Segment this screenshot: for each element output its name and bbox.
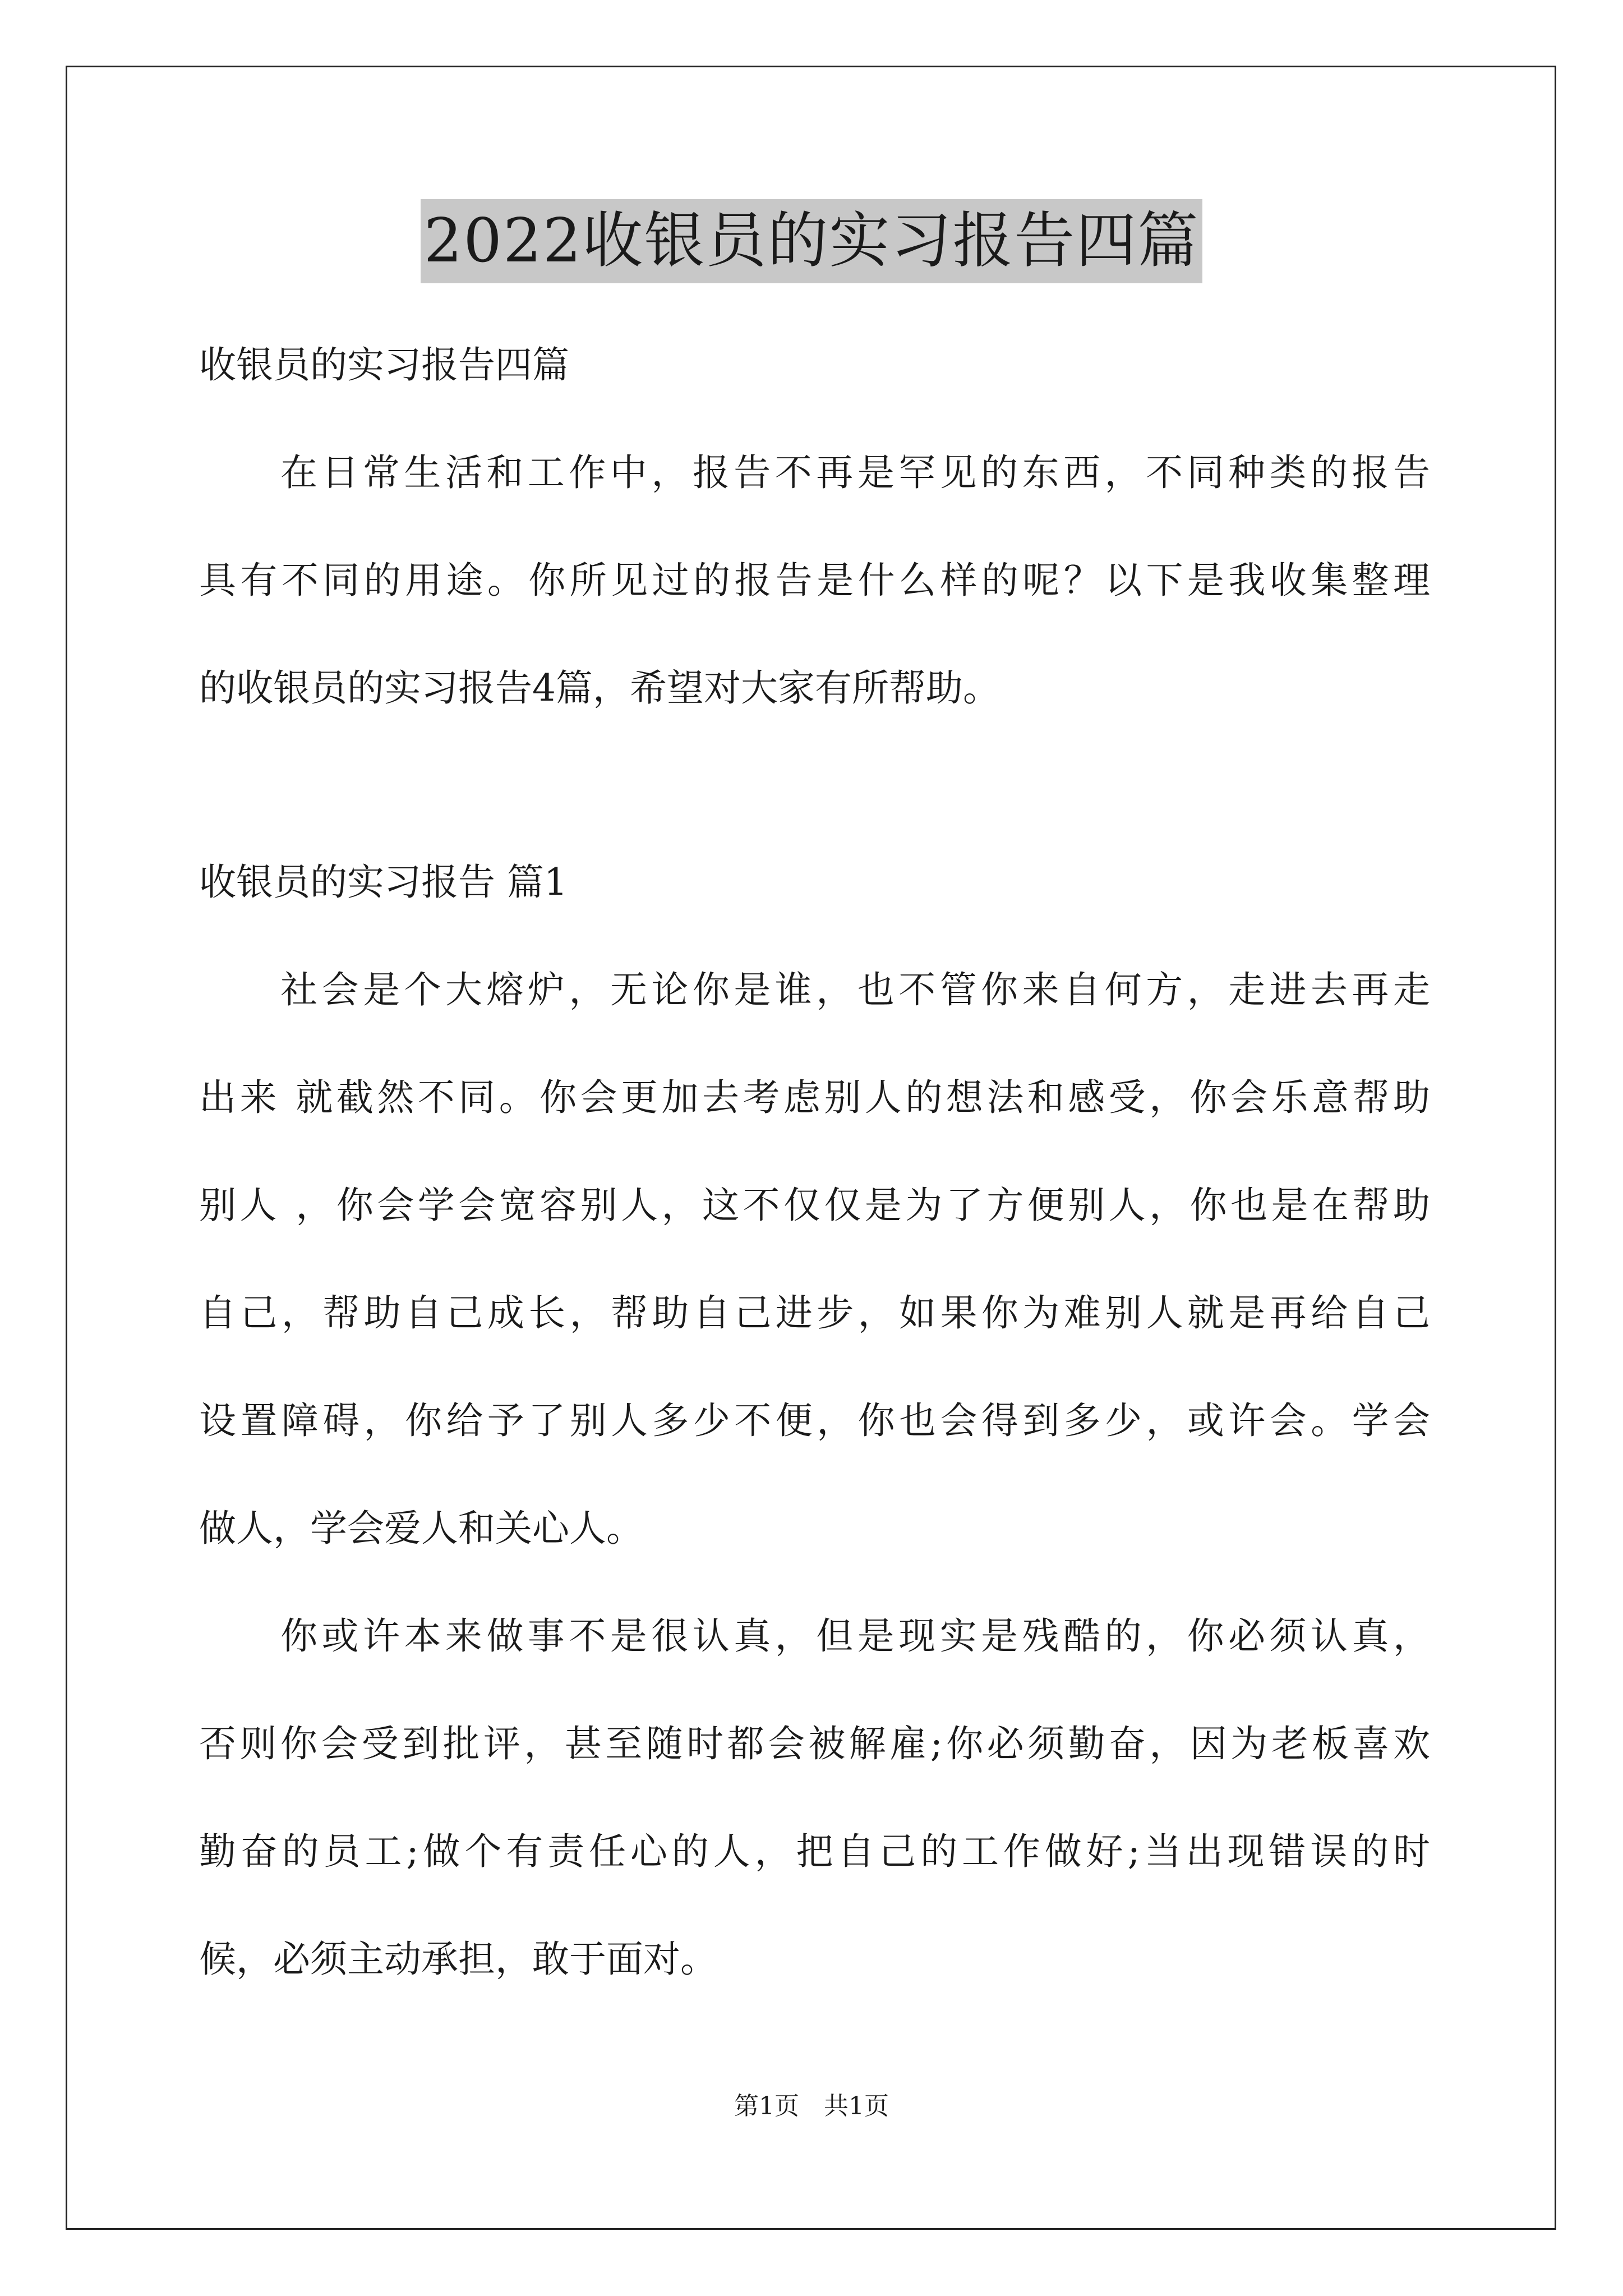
paragraph-line: 做人，学会爱人和关心人。 <box>199 1507 643 1550</box>
paragraph-line: 否则你会受到批评，甚至随时都会被解雇;你必须勤奋，因为老板喜欢 <box>199 1722 1430 1765</box>
section-gap <box>199 742 1430 829</box>
paragraph-line: 出来 就截然不同。你会更加去考虑别人的想法和感受，你会乐意帮助 <box>199 1076 1430 1119</box>
paragraph-line: 候，必须主动承担，敢于面对。 <box>199 1938 717 1981</box>
intro-line: 的收银员的实习报告4篇，希望对大家有所帮助。 <box>199 666 1000 710</box>
document-title: 2022收银员的实习报告四篇 <box>421 199 1203 283</box>
paragraph-line: 社会是个大熔炉，无论你是谁，也不管你来自何方，走进去再走 <box>280 968 1430 1011</box>
paragraph-line: 勤奋的员工;做个有责任心的人，把自己的工作做好;当出现错误的时 <box>199 1830 1430 1873</box>
paragraph-line: 自己，帮助自己成长，帮助自己进步，如果你为难别人就是再给自己 <box>199 1291 1430 1335</box>
page-footer: 第1页 共1页 <box>734 2092 889 2120</box>
paragraph-line: 别人 ，你会学会宽容别人，这不仅仅是为了方便别人，你也是在帮助 <box>199 1184 1430 1227</box>
section-heading: 收银员的实习报告 篇1 <box>199 861 568 904</box>
title-container <box>0 199 1623 283</box>
intro-line: 具有不同的用途。你所见过的报告是什么样的呢？以下是我收集整理 <box>199 559 1430 602</box>
paragraph-line: 你或许本来做事不是很认真，但是现实是残酷的，你必须认真， <box>280 1614 1430 1658</box>
paragraph-line: 设置障碍，你给予了别人多少不便，你也会得到多少，或许会。学会 <box>199 1399 1430 1442</box>
document-body <box>199 311 1430 2013</box>
document-subtitle: 收银员的实习报告四篇 <box>199 343 569 386</box>
intro-line: 在日常生活和工作中，报告不再是罕见的东西，不同种类的报告 <box>280 451 1430 494</box>
